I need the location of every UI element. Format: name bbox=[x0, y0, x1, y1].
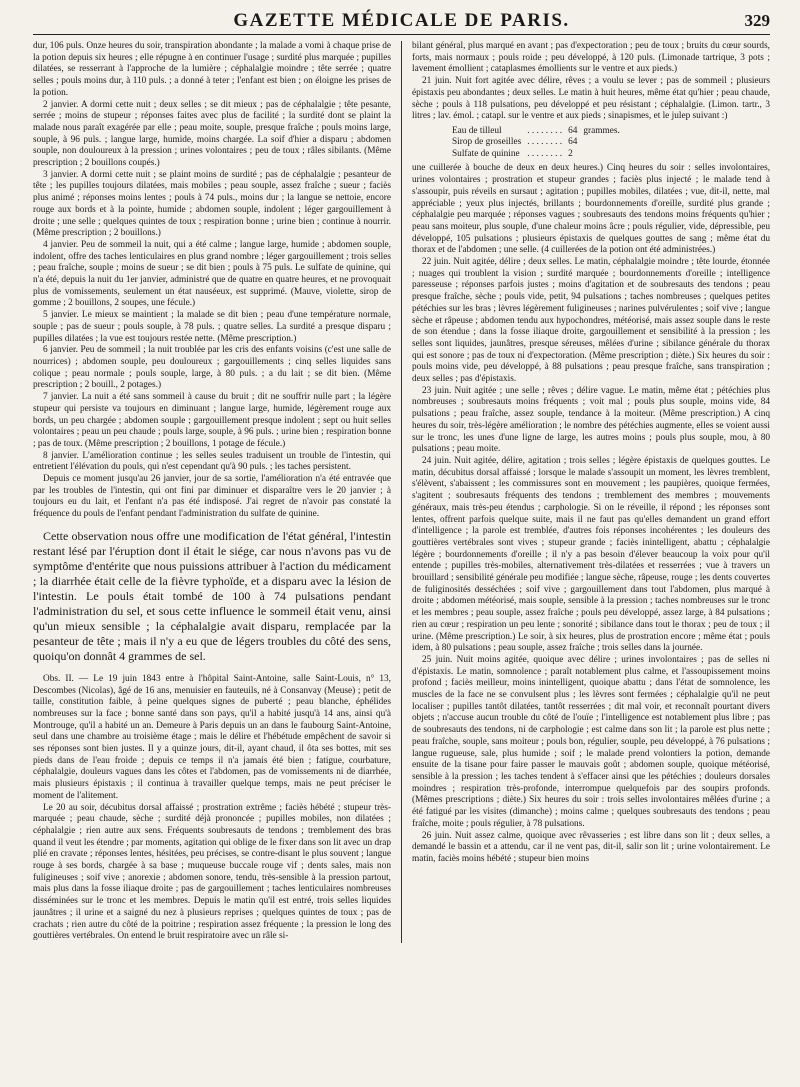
paragraph: 22 juin. Nuit agitée, délire ; deux selles. Le matin, céphalalgie moindre ; tête lourde, étonnée ; nuages qui troublent la vision ; surdité marquée ; bourdonnements d'oreille ; intelligence paresseuse ; réponses parfois justes ; moins d'agitation et de soubresauts des tendons ; peau presque fraîche, sèche ; pouls vide, petit, 94 pulsations ; taches nombreuses ; quelques petites pétéchies sur les bras ; lèvres légèrement fuligineuses ; narines pulvérulentes ; soif vive ; langue sèche et râpeuse ; abdomen tendu aux hypochondres, météorisé, mais assez souple dans le reste de son étendue ; dans la fosse iliaque droite, gargouillement et sensibilité à la pression ; les selles sont liquides, jaunâtres, presque séreuses, mêlées d'urine ; sibilance générale du thorax qui est sonore ; pas de toux ni d'expectoration. (Même prescription ; diète.) Six heures du soir : pouls moins vide, peu développé, à 88 pulsations ; peau presque fraîche, sans transpiration ; deux selles ; pas d'épistaxis. bbox=[412, 257, 771, 385]
paragraph: 7 janvier. La nuit a été sans sommeil à cause du bruit ; dit ne souffrir nulle part ; la légère stupeur qui persiste va toujours en diminuant ; langue large, humide, légèrement rouge aux bords, un peu chargée ; abdomen souple ; gargouillement presque indolent ; sept ou huit selles volontaires ; peau un peu chaude ; pouls large, souple, à 96 puls. ; urine bien ; respiration bonne ; pas de toux. (Même prescription ; 2 bouillons, 1 potage de fécule.) bbox=[33, 392, 392, 449]
column-divider bbox=[401, 41, 402, 943]
paragraph: 8 janvier. L'amélioration continue ; les selles seules traduisent un trouble de l'intestin, qui entretient l'élévation du pouls, qui n'est cependant qu'à 90 puls. ; les taches persistent. bbox=[33, 450, 392, 473]
paragraph: 6 janvier. Peu de sommeil ; la nuit troublée par les cris des enfants voisins (c'est une salle de nourrices) ; abdomen souple, peu douloureux ; gargouillements ; cinq selles liquides sans colique ; peau normale ; pouls souple, large, à 80 puls. ; a du lait ; se dit bien. (Même prescription ; 2 bouill., 2 potages.) bbox=[33, 345, 392, 391]
prescription-amount: 64 bbox=[568, 137, 578, 148]
prescription-row bbox=[452, 149, 626, 161]
prescription-amount: 64 bbox=[568, 125, 578, 136]
paragraph: 21 juin. Nuit fort agitée avec délire, rêves ; a voulu se lever ; pas de sommeil ; plusieurs épistaxis peu abondantes ; deux selles. Le matin à huit heures, même état qu'hier ; peau chaude, sèche ; pouls à 118 pulsations, peu développé et peu résistant ; céphalalgie. (Limon. tartr., 3 litres ; lav. émol. ; catapl. sur le ventre et aux pieds ; sinapismes, et le julep suivant :) bbox=[412, 76, 771, 122]
prescription-row bbox=[452, 137, 626, 149]
columns bbox=[33, 41, 770, 943]
paragraph: une cuillerée à bouche de deux en deux heures.) Cinq heures du soir : selles involontaires, urines volontaires ; prostration et stupeur grandes ; faciès plus injecté ; le malade tend à s'assoupir, puis réveils en sursaut ; agitation ; pupilles mobiles, dilatées ; vue, dit-il, nette, mal appréciable ; yeux plus injectés, brillants ; bourdonnements d'oreille, surdité plus grande ; céphalalgie peu marquée ; réponses vagues ; soubresauts des tendons moins fréquents qu'hier ; peau sans moiteur, plus souple, d'une chaleur moins âcre ; pouls régulier, vide, dépressible, peu développé, 105 pulsations ; plusieurs épistaxis de quelques gouttes de sang ; même état du thorax et de l'abdomen ; une selle. (4 cuillerées de la potion ont été administrées.) bbox=[412, 163, 771, 256]
paragraph: 26 juin. Nuit assez calme, quoique avec rêvasseries ; est libre dans son lit ; deux selles, a demandé le bassin et a attendu, car il ne vent pas, dit-il, salir son lit ; urine volontairement. Le matin, faciès moins hébété ; stupeur bien moins bbox=[412, 830, 771, 864]
paragraph: 4 janvier. Peu de sommeil la nuit, qui a été calme ; langue large, humide ; abdomen souple, indolent, offre des taches lenticulaires en plus grand nombre ; léger gargouillement ; trois selles ; peau fraîche, souple ; moins de sueur ; se dit bien ; pouls à 75 puls. Le sulfate de quinine, qui n'a été, depuis la nuit du 1er janvier, administré que de quatre en quatre heures, et ne provoquait plus de vomissements, seulement un état nauséeux, est supprimé. (Mauve, violette, sirop de gomme ; 2 bouillons, 2 soupes, une fécule.) bbox=[33, 239, 392, 309]
prescription-row bbox=[452, 126, 626, 138]
paragraph: 2 janvier. A dormi cette nuit ; deux selles ; se dit mieux ; pas de céphalalgie ; tête pesante, serrée ; moins de stupeur ; réponses faites avec plus de facilité ; la surdité dont se plaint la malade nous paraît exagérée par elle ; peau moite, souple, presque fraîche ; pouls moins large, souple, à 96 puls. ; langue large, humide, moins chargée. La soif d'hier a disparu ; abdomen souple, non douloureux à la pression ; urines volontaires ; peu de toux ; râles sibilants. (Même prescription ; 2 bouillons coupés.) bbox=[33, 99, 392, 169]
prescription-item: Sirop de groseilles bbox=[452, 137, 522, 148]
page-header bbox=[33, 8, 770, 35]
prescription-amount: 2 bbox=[568, 148, 573, 159]
left-column bbox=[33, 41, 391, 943]
prescription-table bbox=[452, 126, 626, 161]
prescription-item: Eau de tilleul bbox=[452, 125, 502, 136]
paragraph: 3 janvier. A dormi cette nuit ; se plaint moins de surdité ; pas de céphalalgie ; pesanteur de tête ; les pupilles toujours dilatées, mais mobiles ; peau souple, assez fraîche ; sueur ; faciès plus animé ; réponses moins lentes ; pouls à 74 puls., moins dur ; la langue se nettoie, encore rouge aux bords et à la pointe, humide ; abdomen souple, indolent ; léger gargouillement à droite ; une selle ; quelques quintes de toux ; respiration bonne ; urine bien ; continue à nourrir. (Même prescription ; 2 bouillons.) bbox=[33, 169, 392, 239]
paragraph: 5 janvier. Le mieux se maintient ; la malade se dit bien ; peau d'une température normale, souple ; pas de sueur ; pouls souple, à 78 puls. ; quatre selles. La surdité a presque disparu ; pupilles dilatées ; la vue est toujours restée nette. (Même prescription.) bbox=[33, 310, 392, 344]
prescription-dots: . . . . . . . . bbox=[527, 148, 563, 159]
prescription-dots: . . . . . . . . bbox=[527, 137, 563, 148]
observation-heading-paragraph: Obs. II. — Le 19 juin 1843 entre à l'hôpital Saint-Antoine, salle Saint-Louis, n° 13, Descombes (Nicolas), âgé de 16 ans, menuisier en fauteuils, né à Consanvay (Meuse) ; petit de taille, constitution faible, à peine quelques signes de puberté ; peau blanche, éphélides nombreuses sur la face ; bonne santé dans son pays, qu'il a habité jusqu'à 14 ans, ainsi qu'à Montrouge, qu'il a habité un an. Demeure à Paris depuis un an dans le faubourg Saint-Antoine, seul dans une chambre au troisième étage ; mais le délire et l'hébétude empêchent de savoir si ses réponses sont bien justes. Il y a quinze jours, dit-il, ayant chaud, il ôta ses bottes, mit ses pieds dans de l'eau froide ; depuis ce temps il n'a jamais été bien ; fatigue, courbature, céphalalgie, douleurs vagues dans les côtes et l'abdomen, pas de vomissements ni de diarrhée, mais plusieurs épistaxis ; il continua à travailler quelque temps, mais ne peut préciser le moment de l'alitement. bbox=[33, 673, 392, 801]
paragraph: Le 20 au soir, décubitus dorsal affaissé ; prostration extrême ; faciès hébété ; stupeur très-marquée ; peau chaude, sèche ; surdité déjà prononcée ; pupilles mobiles, non dilatées ; céphalalgie ; rien autre aux sens. Fréquents soubresauts de tendons ; tremblement des bras quand il veut les étendre ; par moments, agitation qui oblige de le fixer dans son lit avec un drap plié en cravate ; réponses lentes, hésitées, peu précises, se contre-disant le plus souvent ; langue rouge à ses bords, chargée à sa base ; muqueuse buccale rouge vif ; dents sales, mais non fuligineuses ; soif vive ; anorexie ; abdomen sonore, tendu, très-sensible à la pression partout, mais plus dans la fosse iliaque droite ; pas de gargouillement ; taches lenticulaires nombreuses disséminées sur le tronc et les membres. Depuis le matin qu'il est entré, trois selles liquides jaunâtres ; il urine et a saigné du nez à plusieurs reprises ; quelques quintes de toux ; pas de crachats ; rien autre du côté de la poitrine ; respiration assez fréquente ; la pression le long des gouttières vertébrales. On entend le bruit respiratoire avec un râle si- bbox=[33, 802, 392, 942]
prescription-dots: . . . . . . . . bbox=[527, 125, 563, 136]
prescription-unit bbox=[583, 149, 625, 161]
prescription-unit: grammes. bbox=[583, 125, 620, 136]
paragraph: bilant général, plus marqué en avant ; pas d'expectoration ; peu de toux ; bruits du cœur sourds, forts, mais normaux ; pouls roide ; peu développé, à 120 puls. (Limonade tartrique, 3 pots ; lavement émollient ; cataplasmes émollients sur le ventre et aux pieds.) bbox=[412, 41, 771, 75]
journal-title: GAZETTE MÉDICALE DE PARIS. bbox=[233, 10, 570, 31]
page-number: 329 bbox=[744, 11, 770, 30]
prescription-unit bbox=[583, 137, 625, 149]
paragraph: 23 juin. Nuit agitée ; une selle ; rêves ; délire vague. Le matin, même état ; pétéchies plus nombreuses ; soubresauts moins fréquents ; voit mal ; pouls plus souple, moins vide, 84 pulsations ; peau fraîche, assez souple, tendance à la moiteur. (Même prescription.) A cinq heures du soir, très-légère amélioration ; le nombre des pétéchies augmente, elles se voient aussi sur le tronc, les unes d'une ligne de large, les autres moins ; pouls plus souple, mou, à 80 pulsations ; peau moite. bbox=[412, 385, 771, 455]
right-column bbox=[412, 41, 770, 943]
paragraph: 25 juin. Nuit moins agitée, quoique avec délire ; urines involontaires ; pas de selles ni d'épistaxis. Le matin, somnolence ; paraît notablement plus calme, et l'assoupissement moins profond ; faciès meilleur, moins inintelligent, quoique abattu ; dans l'état de somnolence, les muscles de la face ne se convulsent plus ; les lèvres sont fermées ; céphalalgie qu'il ne peut localiser ; pupilles tantôt dilatées, tantôt resserrées ; dit mal voir, et reconnaît pourtant divers objets ; n'accuse aucun trouble du côté de l'ouïe ; l'intelligence est notablement plus libre ; pas de soubresauts des tendons, ni de carphologie ; est calme dans son lit ; la parole est plus nette ; peau fraîche, souple, sans moiteur ; pouls bon, régulier, souple, peu développé, à 76 pulsations ; langue rugueuse, sale, plus humide ; soif ; le malade prend volontiers la potion, demande ensuite de la tisane pour faire passer le mauvais goût ; abdomen souple, quoique météorisé, sensible à la pression ; les taches tendent à s'effacer ainsi que les pétéchies ; douleurs dorsales moindres ; respiration très-profonde, interrompue quelquefois par des soupirs profonds. (Mêmes prescriptions ; diète.) Six heures du soir : trois selles involontaires mêlées d'urine ; a été fatigué par les visites (dimanche) ; moins calme ; quelques soubresauts des tendons ; peau fraîche, moite ; pouls régulier, à 78 pulsations. bbox=[412, 654, 771, 829]
commentary-paragraph: Cette observation nous offre une modification de l'état général, l'intestin restant lésé par l'éruption dont il était le siége, car nous n'avons pas vu de symptôme d'entérite que nous puissions attribuer à l'action du médicament ; la diarrhée était celle de la fièvre typhoïde, et a disparu avec la lésion de l'intestin. Le pouls était tombé de 100 à 74 pulsations pendant l'administration du sel, et sous cette influence le sommeil était venu, ainsi qu'un mieux sensible ; la céphalalgie avait disparu, remplacée par la pesanteur de tête ; mais il n'y a eu que de légers troubles du côté des sens, quoiqu'on donnât 4 grammes de sel. bbox=[33, 528, 392, 663]
prescription-item: Sulfate de quinine bbox=[452, 148, 520, 159]
paragraph: dur, 106 puls. Onze heures du soir, transpiration abondante ; la malade a vomi à chaque prise de la potion depuis six heures ; elle répugne à en continuer l'usage ; surdité plus marquée ; pupilles dilatées, se resserrant à l'approche de la lumière ; céphalalgie moindre ; tête serrée ; quatre selles ; pouls moins dur, à 110 puls. ; a donné à teter ; l'enfant est bien ; on éloigne les prises de la potion. bbox=[33, 41, 392, 98]
paragraph: 24 juin. Nuit agitée, délire, agitation ; trois selles ; légère épistaxis de quelques gouttes. Le matin, décubitus dorsal affaissé ; lorsque le malade s'assoupit un moment, les lèvres tremblent, s'élèvent, s'abaissent ; les commissures sont en mouvement ; les paupières, quoique fermées, s'agitent ; soubresauts fréquents des tendons ; tremblement des membres ; mouvements généraux, mais très-peu étendus ; carphologie. Si on le réveille, il répond ; les réponses sont lentes, offrent parfois quelque suite, mais il ne faut pas qu'elles demandent un grand effort d'intelligence ; la parole est tremblée, d'autres fois réponses incohérentes ; les douleurs des gouttières vertébrales sont vives ; stupeur grande ; faciès inintelligent, abattu ; céphalalgie légère ; bourdonnements d'oreille ; il n'y a pas besoin d'élever beaucoup la voix pour qu'il entende ; pupilles très-mobiles, alternativement très-dilatées et resserrées ; vue à travers un brouillard ; sensibilité générale peu modifiée ; langue sèche, râpeuse, rouge ; les dents couvertes de fuliginosités desséchées ; soif vive ; gargouillement dans tout l'abdomen, plus marqué à droite ; abdomen météorisé, mais souple, sensible à la pression ; taches nombreuses sur le tronc et les membres ; peau souple, assez fraîche ; pouls peu développé, assez large, à 84 pulsations ; rien au cœur ; respiration un peu lente ; sonorité ; sibilance dans tout le thorax ; peu de toux ; il urine. (Même prescription.) Le soir, à six heures, plus de prostration encore ; même état ; pouls idem, à 80 pulsations ; peau souple, assez fraîche ; trois selles dans la journée. bbox=[412, 456, 771, 654]
paragraph: Depuis ce moment jusqu'au 26 janvier, jour de sa sortie, l'amélioration n'a été entravée que par les troubles de l'intestin, qui ont fini par diminuer et disparaître vers le 20 janvier ; à toujours eu du lait, et l'enfant n'a pas été indisposé. J'ai regret de n'avoir pas constaté la fréquence du pouls de l'enfant pendant l'administration du sulfate de quinine. bbox=[33, 474, 392, 520]
